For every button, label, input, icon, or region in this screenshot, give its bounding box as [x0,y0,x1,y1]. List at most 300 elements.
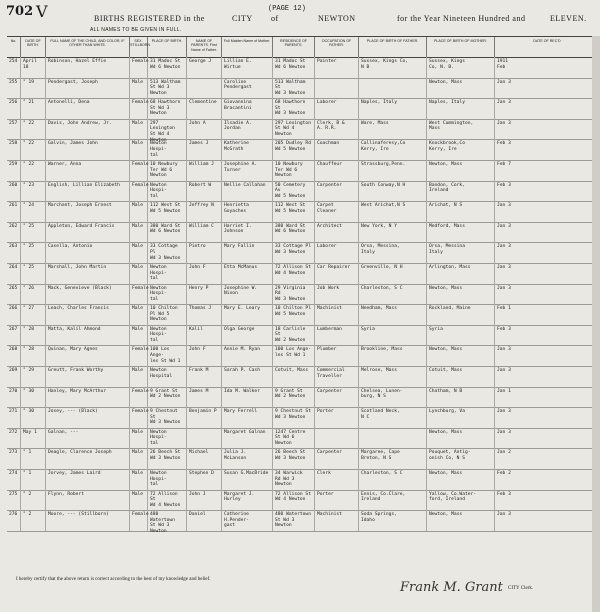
cell-occupation [315,78,359,99]
cell-father-birthplace: Naples, Italy [359,98,427,119]
cell-date: " 21 [21,98,46,119]
cell-date-recorded: Jan 1 [495,387,600,408]
cell-place-of-birth: 26 Beech St Wd 3 Newton [148,448,187,469]
clerk-signature: Frank M. Grant [400,580,503,595]
cell-residence: 26 Beech St Wd 3 Newton [273,448,315,469]
table-row [7,222,600,244]
header-place-of-birth: PLACE OF BIRTH. [148,37,187,57]
cell-number: 260 [7,181,21,202]
cell-mother-birthplace: Newton, Mass [427,510,495,531]
cell-mother-birthplace: Bandon, Cork, Ireland [427,181,495,202]
cell-child-name: Pendergast, Joseph [46,78,130,99]
cell-father-name: Clementine [187,98,222,119]
table-row [7,284,600,306]
table-row [7,345,600,367]
cell-father-name: John F [187,263,222,284]
header-mother-name: Full Maiden Name of Mother. [222,37,273,57]
cell-father-name [187,428,222,449]
table-row [7,387,600,409]
cell-date-recorded: Jan 3 [495,510,600,531]
cell-date: " 22 [21,119,46,140]
cell-mother-name: Mary E. Leary [222,304,273,325]
cell-occupation: Lumberman [315,325,359,346]
cell-residence: 9 Chestnut St Wd 3 Newton [273,407,315,428]
cell-sex: Male [130,263,148,284]
cell-occupation: Architect [315,222,359,243]
cell-mother-birthplace: Newton, Mass [427,345,495,366]
cell-residence: 1247 Centre St Wd 6 Newton [273,428,315,449]
table-row [7,263,600,285]
cell-mother-name: Henrietta Goyaches [222,201,273,222]
cell-sex: Male [130,448,148,469]
cell-sex: Male [130,490,148,511]
table-row [7,304,600,326]
cell-date: " 2 [21,510,46,531]
cell-place-of-birth: 100 Los Ange- les St Wd 1 [148,345,187,366]
cell-occupation: Laborer [315,98,359,119]
cell-child-name: Moore, --- (Stillborn) [46,510,130,531]
cell-father-name [187,78,222,99]
cell-father-name: James M [187,387,222,408]
cell-mother-birthplace: Naples, Italy [427,98,495,119]
cell-mother-birthplace: Rockland, Maine [427,304,495,325]
cell-mother-birthplace: Sussex, Kings Co, N. B. [427,57,495,78]
cell-mother-name: Mary Fallin [222,242,273,263]
cell-residence: 72 Allison St Wd 4 Newton [273,490,315,511]
cell-child-name: Galvin, James John [46,139,130,160]
cell-mother-birthplace: Lynchburg, Va [427,407,495,428]
header-father-name: NAME OF PARENTS. First Name of Father. [187,37,222,57]
table-row [7,98,600,120]
cell-date: " 30 [21,387,46,408]
cell-sex: Male [130,78,148,99]
cell-sex: Female [130,160,148,181]
cell-number: 256 [7,98,21,119]
table-row [7,57,600,79]
cell-sex: Female [130,284,148,305]
cell-place-of-birth: 380 Ward St Wd 6 Newton [148,222,187,243]
cell-residence: 112 West St Wd 5 Newton [273,201,315,222]
cell-mother-name: Sarah P. Cash [222,366,273,387]
cell-mother-birthplace: Yallow, Co.Water- ford, Ireland [427,490,495,511]
title-main: BIRTHS REGISTERED in the [94,14,205,23]
cell-date-recorded: Jan 3 [495,284,600,305]
cell-date: April 18 [21,57,46,78]
cell-mother-name: Lillian E. Wirtue [222,57,273,78]
cell-occupation: Porter [315,490,359,511]
cell-date-recorded: Feb 3 [495,139,600,160]
cell-number: 261 [7,201,21,222]
cell-place-of-birth: 297 Lexington St Wd 4 Newton [148,119,187,140]
cell-residence: 480 Watertown St Wd 3 Newton [273,510,315,531]
cell-number: 255 [7,78,21,99]
header-date-recorded: DATE OF REC'D [495,37,600,57]
table-row [7,139,600,161]
cell-child-name: Robinson, Hazel Effie [46,57,130,78]
cell-father-name: George J [187,57,222,78]
cell-father-birthplace: Charleston, S C [359,284,427,305]
cell-residence: 10 Newbury Ter Wd 6 Newton [273,160,315,181]
cell-father-birthplace: South Conway,N H [359,181,427,202]
cell-father-birthplace: Chelsea, Lunen- burg, N S [359,387,427,408]
cell-sex: Female [130,57,148,78]
cell-father-name: Daniel [187,510,222,531]
cell-date-recorded: Jan 3 [495,407,600,428]
cell-place-of-birth: Newton Hospi- tal [148,139,187,160]
table-row [7,181,600,203]
cell-residence: 380 Ward St Wd 6 Newton [273,222,315,243]
cell-mother-name: Annie M. Ryan [222,345,273,366]
cell-mother-name: Giovannina Bracantini [222,98,273,119]
cell-date-recorded: Jan 2 [495,448,600,469]
cell-mother-name: Catherine H.Pender- gast [222,510,273,531]
cell-father-birthplace [359,78,427,99]
cell-place-of-birth: 480 Watertown St Wd 3 Newton [148,510,187,531]
cell-father-birthplace: Greenville, N H [359,263,427,284]
cell-date: " 1 [21,469,46,490]
cell-number: 254 [7,57,21,78]
cell-date-recorded: Jan 3 [495,428,600,449]
cell-date-recorded: Feb 7 [495,160,600,181]
cell-occupation: Carpenter [315,181,359,202]
cell-mother-birthplace: Newton, Mass [427,78,495,99]
cell-father-birthplace [359,428,427,449]
cell-residence: 100 Los Ange- les St Wd 1 [273,345,315,366]
cell-residence: 72 Allison St Wd 4 Newton [273,263,315,284]
cell-residence: 205 Dudley Rd Wd 5 Newton [273,139,315,160]
cell-occupation [315,428,359,449]
cell-date-recorded: Jan 3 [495,345,600,366]
cell-mother-birthplace: Syria [427,325,495,346]
cell-number: 258 [7,139,21,160]
cell-father-birthplace: Brookline, Mass [359,345,427,366]
cell-child-name: Marchant, Joseph Ernest [46,201,130,222]
table-row [7,201,600,223]
table-row [7,490,600,512]
cell-place-of-birth: 10 Newbury Ter Wd 6 Newton [148,160,187,181]
cell-father-birthplace: Orsa, Messina, Italy [359,242,427,263]
cell-residence: Cotuit, Mass [273,366,315,387]
cell-mother-name: Ida M. Walker [222,387,273,408]
cell-date: May 1 [21,428,46,449]
cell-father-name: Stephen D [187,469,222,490]
cell-father-name: James J [187,139,222,160]
cell-sex: Female [130,407,148,428]
cell-father-name: Frank M [187,366,222,387]
cell-sex: Male [130,366,148,387]
cell-place-of-birth: 10 Chilton Pl Wd 5 Newton [148,304,187,325]
cell-occupation: Commercial Traveller [315,366,359,387]
cell-child-name: Marshall, John Martin [46,263,130,284]
cell-sex: Female [130,387,148,408]
cell-number: 272 [7,428,21,449]
cell-mother-birthplace: Chatham, N B [427,387,495,408]
cell-number: 269 [7,366,21,387]
table-row [7,510,600,532]
cell-sex: Male [130,469,148,490]
cell-mother-birthplace: Newton, Mass [427,284,495,305]
header-sex: SEX. STILLBORN [130,37,148,57]
cell-mother-birthplace: Knockbrook,Co Kerry, Ire [427,139,495,160]
cell-number: 266 [7,304,21,325]
cell-mother-name: Etta McManus [222,263,273,284]
title-year-word: ELEVEN. [550,14,587,23]
cell-sex: Male [130,222,148,243]
cell-sex: Male [130,119,148,140]
cell-residence: 9 Grant St Wd 2 Newton [273,387,315,408]
cell-place-of-birth: Newton Hospi- tal [148,325,187,346]
cell-mother-name: Harriet I. Johnson [222,222,273,243]
cell-father-name: William C [187,222,222,243]
cell-occupation: Clerk [315,469,359,490]
cell-father-name: Henry P [187,284,222,305]
cell-sex: Female [130,98,148,119]
cell-mother-name: Ilsadie A. Jordan [222,119,273,140]
cell-father-name: Robert W [187,181,222,202]
cell-date: " 1 [21,448,46,469]
cell-mother-name: Josephine W. Nixon [222,284,273,305]
cell-occupation: Painter [315,57,359,78]
ledger-title [90,14,590,26]
cell-sex: Male [130,428,148,449]
cell-father-birthplace: New York, N Y [359,222,427,243]
cell-mother-name: Margaret Galnan [222,428,273,449]
cell-date: " 24 [21,201,46,222]
cell-mother-birthplace: Newton, Mass [427,428,495,449]
cell-father-birthplace: Sussex, Kings Co, N B [359,57,427,78]
cell-child-name: Galnan, --- [46,428,130,449]
cell-mother-birthplace: Arlington, Mass [427,263,495,284]
cell-child-name: Greutt, Frank Worthy [46,366,130,387]
cell-number: 268 [7,345,21,366]
cell-date-recorded: Feb 3 [495,181,600,202]
cell-child-name: Hanley, Mary McArthur [46,387,130,408]
cell-date: " 27 [21,304,46,325]
cell-child-name: Antonelli, Dena [46,98,130,119]
cell-child-name: Casella, Antonio [46,242,130,263]
header-number: No. [7,37,21,57]
cell-number: 264 [7,263,21,284]
cell-father-birthplace: Ennis, Co.Clare, Ireland [359,490,427,511]
cell-place-of-birth: Newton Hospi- tal [148,181,187,202]
cell-occupation: Carpenter [315,448,359,469]
cell-date: " 23 [21,181,46,202]
cell-place-of-birth: 513 Waltham St Wd 3 Newton [148,78,187,99]
cell-date-recorded: Jan 3 [495,222,600,243]
cell-mother-birthplace: Cotuit, Mass [427,366,495,387]
cell-father-name: Benjamin P [187,407,222,428]
cell-date: " 22 [21,160,46,181]
cell-father-birthplace: Needham, Mass [359,304,427,325]
cell-mother-birthplace: Arichat, N S [427,201,495,222]
cell-date: " 28 [21,345,46,366]
cell-date: " 26 [21,284,46,305]
cell-mother-name: Julia J. McLanson [222,448,273,469]
cell-residence: 10 Chilton Pl Wd 5 Newton [273,304,315,325]
cell-date-recorded: Jan 3 [495,119,600,140]
cell-date: " 19 [21,78,46,99]
cell-date-recorded: Jan 3 [495,366,600,387]
cell-occupation: Machinist [315,510,359,531]
cell-place-of-birth: Newton Hospital [148,366,187,387]
cell-occupation: Carpenter [315,387,359,408]
cell-mother-name: Olga George [222,325,273,346]
cell-number: 257 [7,119,21,140]
cell-number: 267 [7,325,21,346]
cell-place-of-birth: 72 Allison St Wd 4 Newton [148,490,187,511]
cell-father-name: John A [187,119,222,140]
cell-residence: 68 Hawthorn St Wd 3 Newton [273,98,315,119]
cell-sex: Male [130,242,148,263]
cell-mother-birthplace: Newton, Mass [427,160,495,181]
cell-mother-birthplace: Pouquet, Antig- onish Co, N S [427,448,495,469]
cell-place-of-birth: 68 Hawthorn St Wd 3 Newton [148,98,187,119]
clerk-label: CITY Clerk. [508,586,534,591]
cell-father-name: John J [187,490,222,511]
table-row [7,407,600,429]
cell-father-birthplace: Melrose, Mass [359,366,427,387]
title-of: of [271,14,279,23]
cell-occupation: Clerk, B & A. R.R. [315,119,359,140]
cell-date: " 28 [21,325,46,346]
cell-date-recorded: Jan 3 [495,78,600,99]
cell-father-birthplace: West Arichat,N S [359,201,427,222]
cell-date: " 29 [21,366,46,387]
header-date: DATE OF BIRTH. [21,37,46,57]
cell-child-name: English, Lillian Elizabeth [46,181,130,202]
cell-sex: Female [130,345,148,366]
cell-number: 259 [7,160,21,181]
cell-number: 265 [7,284,21,305]
cell-mother-name: Mary Ferrell [222,407,273,428]
cell-father-name: John F [187,345,222,366]
cell-child-name: Davis, John Andrew, Jr. [46,119,130,140]
cell-date: " 25 [21,263,46,284]
cell-date-recorded: Feb 1 [495,304,600,325]
cell-residence: 297 Lexington St Wd 4 Newton [273,119,315,140]
page-label: (PAGE 12) [268,5,306,13]
cell-occupation: Job Work [315,284,359,305]
cell-father-name: Jeffrey N [187,201,222,222]
cell-number: 271 [7,407,21,428]
check-mark: V [36,2,48,21]
table-row [7,448,600,470]
cell-place-of-birth: 9 Grant St Wd 2 Newton [148,387,187,408]
cell-residence: 513 Waltham St Wd 3 Newton [273,78,315,99]
cell-father-birthplace: Charleston, S C [359,469,427,490]
cell-number: 276 [7,510,21,531]
cell-father-birthplace: Callinaferesy,Co Kerry, Ire [359,139,427,160]
page-number: 702 [6,4,34,19]
cell-date: " 22 [21,139,46,160]
cell-mother-birthplace: Newton, Mass [427,469,495,490]
cell-occupation: Car Repairer [315,263,359,284]
cell-place-of-birth: Newton Hospi- tal [148,469,187,490]
cell-father-name: Kalil [187,325,222,346]
cell-father-birthplace: Syria [359,325,427,346]
table-header [7,37,600,58]
header-occupation: OCCUPATION OF FATHER. [315,37,359,57]
cell-residence: 50 Cemetery Av Wd 5 Newton [273,181,315,202]
cell-place-of-birth: Newton Hospi- tal [148,284,187,305]
title-year: for the Year Nineteen Hundred and [397,14,526,23]
certification-text: I hereby certify that the above return is correct according to the best of my knowledge and belief. [16,577,211,582]
cell-father-birthplace: Ware, Mass [359,119,427,140]
cell-place-of-birth: 112 West St Wd 5 Newton [148,201,187,222]
cell-occupation: Chauffeur [315,160,359,181]
cell-father-name: Michael [187,448,222,469]
cell-mother-birthplace: Medford, Mass [427,222,495,243]
cell-child-name: Mack, Genevieve (Black) [46,284,130,305]
cell-father-birthplace: Margaree, Cape Breton, N S [359,448,427,469]
cell-date: " 25 [21,242,46,263]
cell-residence: 31 Madoc St Wd 6 Newton [273,57,315,78]
cell-number: 262 [7,222,21,243]
table-row [7,325,600,347]
cell-place-of-birth: 33 Cottage Pl Wd 3 Newton [148,242,187,263]
cell-occupation: Laborer [315,242,359,263]
ledger-subtitle: ALL NAMES TO BE GIVEN IN FULL. [90,27,182,33]
cell-date-recorded: Jan 3 [495,98,600,119]
cell-child-name: Quinan, Mary Agnes [46,345,130,366]
cell-mother-name: Caroline Pendergast [222,78,273,99]
cell-place-of-birth: Newton Hospi- tal [148,428,187,449]
cell-sex: Male [130,325,148,346]
births-table [7,36,600,569]
cell-sex: Male [130,304,148,325]
cell-occupation: Carpet Cleaner [315,201,359,222]
header-residence: RESIDENCE OF PARENTS. [273,37,315,57]
header-mother-birthplace: PLACE OF BIRTH OF MOTHER. [427,37,495,57]
cell-father-name: Pietro [187,242,222,263]
cell-date: " 25 [21,222,46,243]
cell-residence: 18 Carlisle St Wd 2 Newton [273,325,315,346]
cell-mother-name: Josephine A. Turner [222,160,273,181]
cell-child-name: Josey, --- (Black) [46,407,130,428]
cell-date-recorded: Feb 2 [495,469,600,490]
table-row [7,469,600,491]
cell-mother-name: Nellie Callahan [222,181,273,202]
cell-number: 263 [7,242,21,263]
cell-occupation: Plumber [315,345,359,366]
cell-date: " 2 [21,490,46,511]
cell-father-birthplace: Soda Springs, Idaho [359,510,427,531]
table-row [7,119,600,141]
cell-place-of-birth: 9 Chestnut St Wd 3 Newton [148,407,187,428]
cell-father-birthplace: Strassburg,Penn. [359,160,427,181]
cell-sex: Female [130,181,148,202]
cell-number: 270 [7,387,21,408]
cell-residence: 33 Cottage Pl Wd 3 Newton [273,242,315,263]
cell-date-recorded: Jan 3 [495,242,600,263]
cell-sex: Female [130,510,148,531]
cell-date: " 30 [21,407,46,428]
next-page-edge [592,36,600,612]
cell-mother-birthplace: West Cummington, Mass [427,119,495,140]
table-row [7,242,600,264]
table-row [7,160,600,182]
title-place: NEWTON [318,14,356,23]
cell-sex: Male [130,201,148,222]
cell-child-name: Deagle, Clarence Joseph [46,448,130,469]
cell-child-name: Warner, Anna [46,160,130,181]
cell-child-name: Appleton, Edward Francis [46,222,130,243]
cell-mother-name: Katherine McGrath [222,139,273,160]
header-child-name: FULL NAME OF THE CHILD, AND COLOR, IF OTHER THAN WHITE. [46,37,130,57]
cell-sex: Male [130,139,148,160]
cell-date-recorded: Jan 3 [495,201,600,222]
cell-father-name: Thomas J [187,304,222,325]
